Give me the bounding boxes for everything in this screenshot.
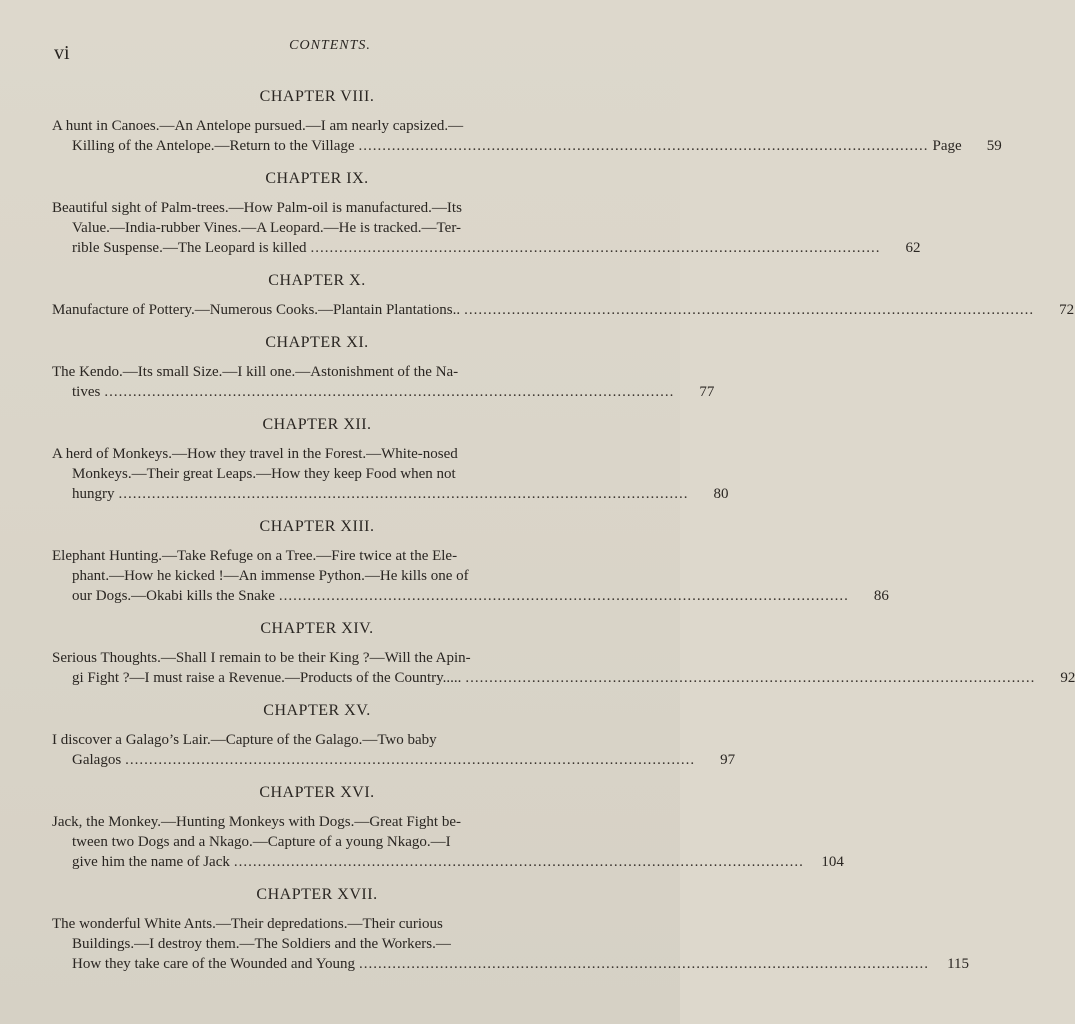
chapter-entry (52, 334, 715, 402)
page-number-ref: 115 (947, 956, 970, 972)
chapter-title: CHAPTER XII. (262, 416, 372, 433)
chapter-title: CHAPTER IX. (265, 170, 369, 187)
summary-line-text: How they take care of the Wounded and Young (72, 956, 356, 972)
page-number-ref: 80 (713, 486, 729, 502)
chapter-entry (52, 88, 1002, 156)
dot-leader: ........................................................................................................................ (118, 486, 689, 502)
page-number-ref: 62 (905, 240, 921, 256)
page-number-ref: 92 (1060, 670, 1075, 686)
summary-line: The wonderful White Ants.—Their depredations.—Their curious (52, 916, 443, 932)
chapter-title: CHAPTER XIII. (259, 518, 375, 535)
page-number-ref: 59 (986, 138, 1002, 154)
summary-line: Serious Thoughts.—Shall I remain to be their King ?—Will the Apin- (52, 650, 471, 666)
page-number: vi (54, 42, 70, 64)
running-title: CONTENTS. (289, 38, 371, 53)
chapter-summary (52, 812, 844, 872)
chapter-title: CHAPTER XV. (263, 702, 371, 719)
chapter-summary (52, 300, 1075, 320)
summary-line-text: tives (72, 384, 101, 400)
dot-leader: ........................................................................................................................ (104, 384, 675, 400)
dot-leader: ........................................................................................................................ (310, 240, 881, 256)
chapter-summary (52, 362, 715, 402)
summary-line-text: give him the name of Jack (72, 854, 230, 870)
dot-leader: ........................................................................................................................ (125, 752, 696, 768)
summary-line: A hunt in Canoes.—An Antelope pursued.—I am nearly capsized.— (52, 118, 464, 134)
chapter-summary (52, 914, 970, 974)
chapter-summary (52, 546, 889, 606)
chapter-title: CHAPTER VIII. (259, 88, 375, 105)
summary-line: tween two Dogs and a Nkago.—Capture of a young Nkago.—I (72, 834, 451, 850)
summary-last-line (52, 238, 921, 258)
page-number-ref: 97 (720, 752, 736, 768)
chapter-entry (52, 702, 736, 770)
dot-leader: ........................................................................................................................ (278, 588, 849, 604)
chapter-entry (52, 620, 1075, 688)
chapter-summary (52, 116, 1002, 156)
chapter-title: CHAPTER XVI. (259, 784, 375, 801)
dot-leader: ........................................................................................................................ (465, 670, 1036, 686)
summary-line-text: our Dogs.—Okabi kills the Snake (72, 588, 275, 604)
summary-last-line (52, 484, 729, 504)
chapter-title: CHAPTER XI. (265, 334, 369, 351)
summary-line: phant.—How he kicked !—An immense Python.—He kills one of (72, 568, 469, 584)
summary-last-line (52, 852, 844, 872)
summary-line-text: Galagos (72, 752, 122, 768)
summary-line-text: Manufacture of Pottery.—Numerous Cooks.—Plantain Plantations.. (52, 302, 461, 318)
page-label: Page (932, 138, 962, 154)
summary-last-line (52, 668, 1075, 688)
summary-line: Value.—India-rubber Vines.—A Leopard.—He is tracked.—Ter- (72, 220, 462, 236)
summary-last-line (52, 750, 736, 770)
chapter-entry (52, 170, 921, 258)
summary-line: Jack, the Monkey.—Hunting Monkeys with Dogs.—Great Fight be- (52, 814, 461, 830)
summary-line-text: hungry (72, 486, 115, 502)
chapter-title: CHAPTER XIV. (260, 620, 374, 637)
page-number-ref: 77 (699, 384, 715, 400)
summary-line-text: gi Fight ?—I must raise a Revenue.—Products of the Country..... (72, 670, 462, 686)
summary-last-line (52, 300, 1075, 320)
page-header (0, 34, 680, 64)
page-number-ref: 72 (1059, 302, 1075, 318)
page-number-ref: 104 (821, 854, 844, 870)
summary-line-text: Killing of the Antelope.—Return to the Village (72, 138, 355, 154)
summary-line: Elephant Hunting.—Take Refuge on a Tree.—Fire twice at the Ele- (52, 548, 458, 564)
summary-line-text: rible Suspense.—The Leopard is killed (72, 240, 307, 256)
chapter-entry (52, 784, 844, 872)
summary-line: The Kendo.—Its small Size.—I kill one.—Astonishment of the Na- (52, 364, 459, 380)
chapter-entry (52, 416, 729, 504)
dot-leader: ........................................................................................................................ (233, 854, 804, 870)
summary-line: A herd of Monkeys.—How they travel in the Forest.—White-nosed (52, 446, 458, 462)
chapter-summary (52, 444, 729, 504)
chapter-summary (52, 648, 1075, 688)
dot-leader: ........................................................................................................................ (359, 956, 930, 972)
summary-line: I discover a Galago’s Lair.—Capture of the Galago.—Two baby (52, 732, 437, 748)
chapter-summary (52, 730, 736, 770)
summary-line: Buildings.—I destroy them.—The Soldiers and the Workers.— (72, 936, 451, 952)
chapter-title: CHAPTER X. (268, 272, 366, 289)
summary-last-line (52, 586, 889, 606)
chapter-summary (52, 198, 921, 258)
dot-leader: ........................................................................................................................ (358, 138, 929, 154)
chapter-entry (52, 886, 970, 974)
summary-last-line (52, 382, 715, 402)
table-of-contents (52, 88, 1075, 988)
chapter-title: CHAPTER XVII. (256, 886, 378, 903)
summary-last-line (52, 954, 970, 974)
summary-last-line (52, 136, 1002, 156)
chapter-entry (52, 518, 889, 606)
summary-line: Monkeys.—Their great Leaps.—How they keep Food when not (72, 466, 456, 482)
page-number-ref: 86 (873, 588, 889, 604)
chapter-entry (52, 272, 1075, 320)
summary-line: Beautiful sight of Palm-trees.—How Palm-oil is manufactured.—Its (52, 200, 462, 216)
dot-leader: ........................................................................................................................ (464, 302, 1035, 318)
